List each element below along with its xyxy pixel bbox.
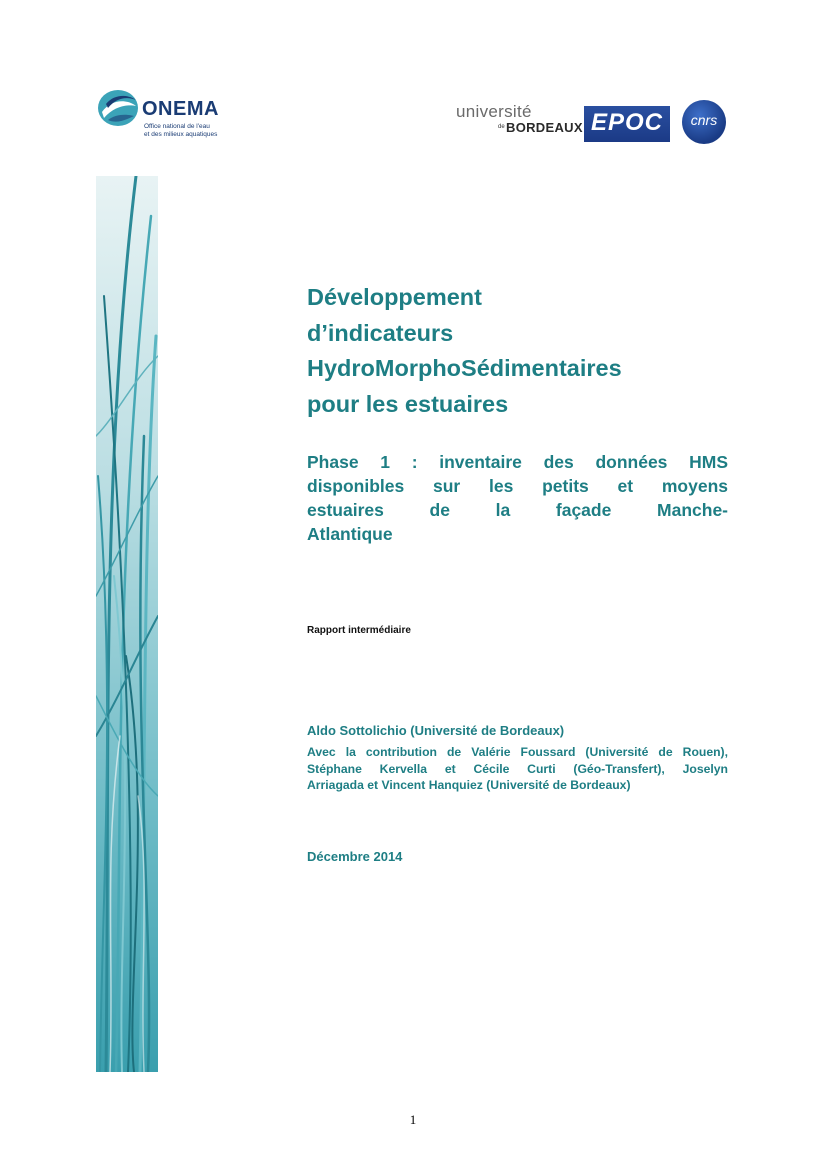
contributors (307, 744, 728, 794)
phase-line: disponibles sur les petits et moyens (307, 476, 728, 496)
contributors-line: Arriagada et Vincent Hanquiez (Université de Bordeaux) (307, 778, 631, 792)
title-line: HydroMorphoSédimentaires (307, 355, 622, 381)
universite-bordeaux-logo (454, 102, 583, 142)
epoc-wordmark: EPOC (590, 109, 663, 136)
grass-photo-strip (96, 176, 158, 1072)
phase-line: Atlantique (307, 524, 393, 544)
main-author: Aldo Sottolichio (Université de Bordeaux) (307, 723, 565, 738)
epoc-logo (584, 106, 670, 142)
report-type: Rapport intermédiaire (307, 625, 411, 636)
title-line: d’indicateurs (307, 319, 454, 346)
universite-de-text: de (498, 124, 505, 130)
phase-subtitle (307, 450, 728, 546)
cnrs-wordmark: cnrs (690, 112, 718, 128)
title-line: Développement (307, 284, 482, 310)
onema-subtitle (144, 123, 244, 139)
onema-logo (96, 86, 246, 146)
document-title (307, 280, 727, 422)
publication-date: Décembre 2014 (307, 849, 403, 864)
title-line: pour les estuaires (307, 390, 509, 417)
bordeaux-wordmark: BORDEAUX (506, 120, 583, 135)
phase-line: estuaires de la façade Manche- (307, 500, 728, 520)
phase-line: Phase 1 : inventaire des données HMS (307, 452, 728, 472)
onema-wave-icon (96, 86, 142, 132)
cnrs-logo (682, 100, 726, 144)
onema-subtitle-line: Office national de l'eau (144, 123, 210, 130)
onema-wordmark: ONEMA (142, 98, 219, 120)
page-number: 1 (409, 1112, 417, 1127)
onema-subtitle-line: et des milieux aquatiques (144, 131, 218, 138)
contributors-line: Avec la contribution de Valérie Foussard (Université de Rouen), (307, 745, 728, 759)
universite-wordmark: université (456, 102, 532, 121)
contributors-line: Stéphane Kervella et Cécile Curti (Géo-Transfert), Joselyn (307, 761, 728, 776)
